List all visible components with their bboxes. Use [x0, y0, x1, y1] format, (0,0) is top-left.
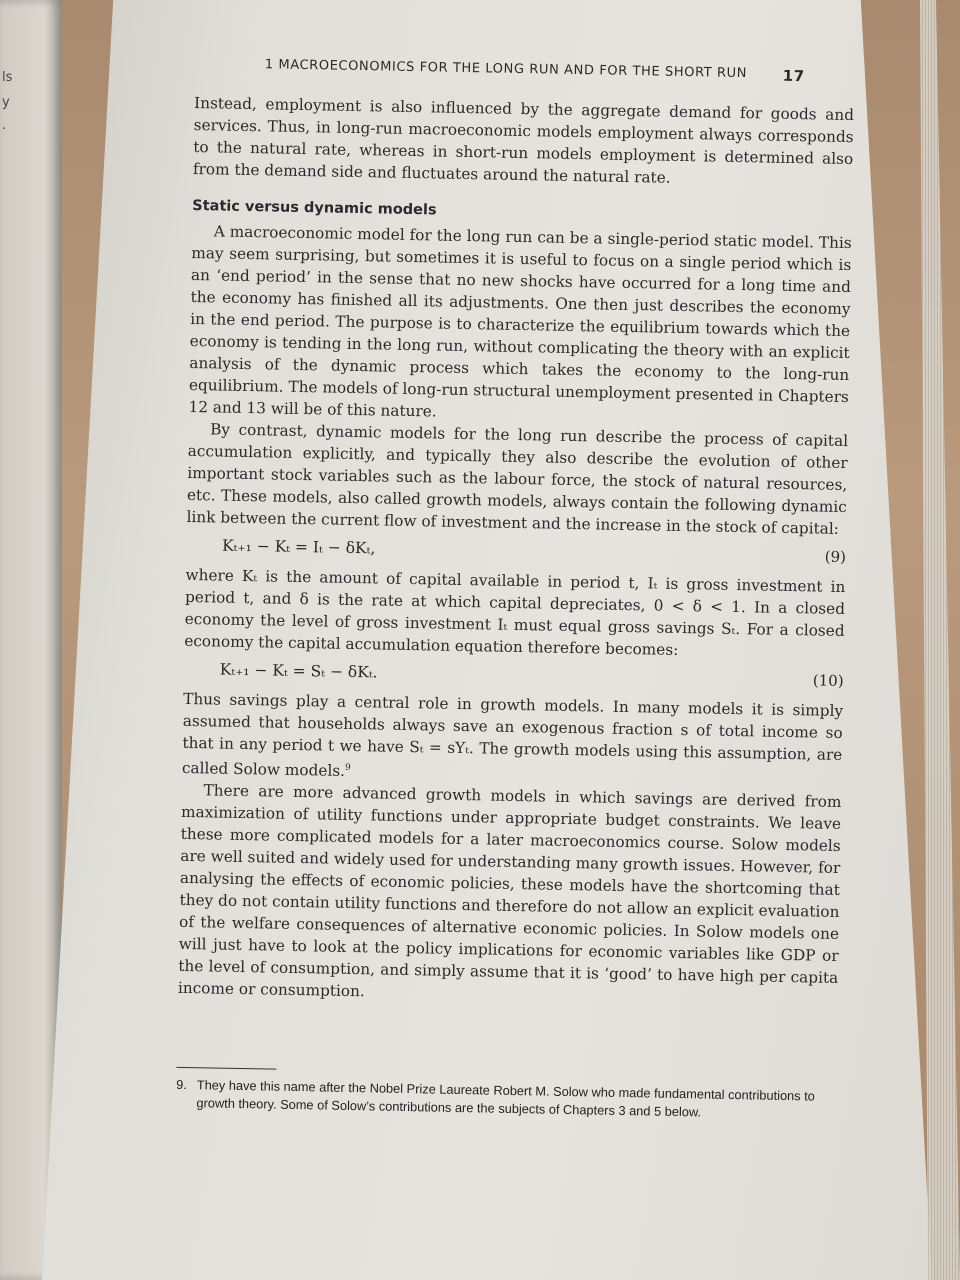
intro-paragraph: Instead, employment is also influenced by the aggregate demand for goods and services. Thus, in long-run macroeconomic models employment always corresponds to the natural rate, whereas in short-run models employment is determined also from the demand side and fluctuates around the natural rate. [192, 93, 855, 187]
equation-10 [184, 660, 844, 690]
equation-9-formula: Kₜ₊₁ − Kₜ = Iₜ − δKₜ, [221, 536, 376, 558]
savings-text: Thus savings play a central role in growth models. In many models it is simply assumed that households always save an exogenous fraction s of total income so that in any period t we have Sₜ = sYₜ. The growth models using this assumption, are called Solow models. [181, 689, 844, 780]
left-page-fragment: . [2, 118, 7, 133]
left-page-fragment: ls [2, 70, 13, 85]
page-content [176, 56, 855, 1124]
equation-9-number: (9) [824, 547, 847, 567]
equation-10-number: (10) [812, 671, 844, 690]
footnote-text: They have this name after the Nobel Prize Laureate Robert M. Solow who made fundamental contributions to growth theory. Some of Solow’s contributions are the subjects of Chapters 3 and 5 below. [196, 1077, 816, 1120]
section-heading: Static versus dynamic models [192, 197, 437, 219]
left-page-fragment: y [2, 95, 10, 110]
page-stack-edge [920, 0, 960, 1280]
static-models-paragraph: A macroeconomic model for the long run can be a single-period static model. This may seem surprising, but sometimes it is useful to focus on a single period which is an ‘end period’ in the sense that no new shocks have occurred for a long time and the economy has finished all its adjustments. One then just describes the economy in the end period. The purpose is to characterize the equilibrium towards which the economy is tending in the long run, without complicating the theory with an explicit analysis of the dynamic process which takes the economy to the long-run equilibrium. The models of long-run structural unemployment presented in Chapters 12 and 13 will be of this nature. [188, 222, 852, 421]
page-number: 17 [782, 66, 805, 86]
savings-paragraph [182, 688, 844, 791]
advanced-models-paragraph: There are more advanced growth models in which savings are derived from maximization of utility functions under appropriate budget constraints. We leave these more complicated models for a later macroeconomics course. Solow models are well suited and widely used for understanding many growth issues. However, for analysing the effects of economic policies, these models have the shortcoming that they do not contain utility functions and therefore do not allow an explicit evaluation of the welfare consequences of alternative economic policies. In Solow models one will just have to look at the policy implications for economic variables like GDP or the level of consumption, and simply assume that it is ‘good’ to have high per capita income or consumption. [177, 781, 842, 1001]
equation-10-formula: Kₜ₊₁ − Kₜ = Sₜ − δKₜ. [219, 660, 378, 682]
footnote-marker: 9 [344, 762, 351, 773]
running-head-title: 1 MACROECONOMICS FOR THE LONG RUN AND FOR THE SHORT RUN [264, 57, 748, 82]
footnote-number: 9. [176, 1076, 187, 1093]
footnote-divider [176, 1067, 276, 1070]
dynamic-models-paragraph: By contrast, dynamic models for the long run describe the process of capital accumulation explicitly, and typically they also describe the evolution of other important stock variables such as the labour force, the stock of natural resources, etc. These models, also called growth models, always contain the following dynamic link between the current flow of investment and the increase in the stock of capital: [186, 420, 849, 538]
equation-9 [186, 536, 846, 566]
where-paragraph: where Kₜ is the amount of capital available in period t, Iₜ is gross investment in period t, and δ is the rate at which capital depreciates, 0 < δ < 1. In a closed economy the level of gross investment Iₜ must equal gross savings Sₜ. For a closed economy the capital accumulation equation therefore becomes: [184, 565, 846, 659]
